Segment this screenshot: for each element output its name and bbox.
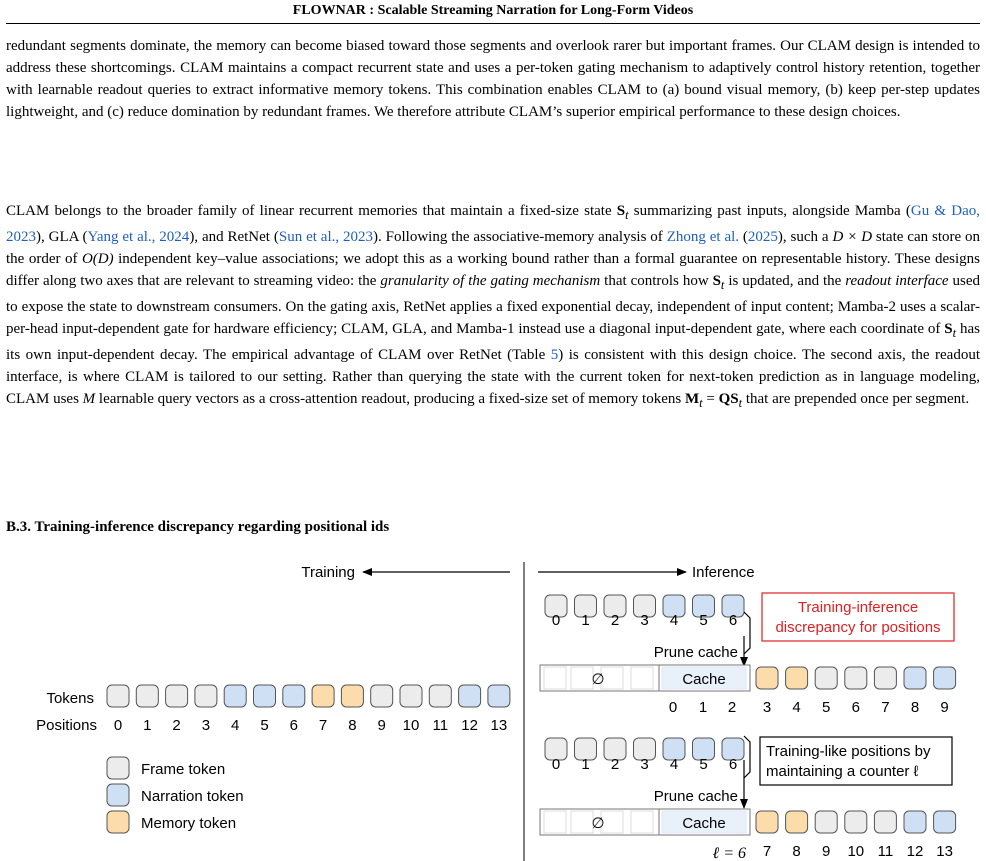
position-label: 2	[610, 612, 620, 629]
bottom-bracket	[744, 736, 750, 778]
discrepancy-line1: Training-inference	[797, 599, 919, 616]
inference-bottom-after-positions	[763, 843, 953, 860]
frame-token	[371, 685, 393, 707]
p2-text: independent key–value associations; we adopt this as a working bound rather than a formal guarantee on representable history. These designs differ along two axes that are relevant to streaming video: the	[6, 251, 980, 289]
position-label: 3	[640, 612, 649, 629]
paragraph-clam-design: redundant segments dominate, the memory can become biased toward those segments and overlook rarer but important frames. Our CLAM design is intended to address these shortcomings. CLAM maintains a compact recurrent state and uses a per-token gating mechanism to adaptively control history retention, together with learnable readout queries to extract informative memory tokens. This combination enables CLAM to (a) bound visual memory, (b) keep per-step updates lightweight, and (c) reduce domination by redundant frames. We therefore attribute CLAM’s superior empirical performance to these design choices.	[6, 38, 980, 120]
position-label: 4	[669, 612, 679, 629]
p2-text: has its own input-dependent decay. The empirical advantage of CLAM over RetNet (Table	[6, 321, 980, 363]
memory-token	[756, 667, 778, 689]
memory-token	[312, 685, 334, 707]
citation-yang[interactable]: Yang et al., 2024	[87, 229, 190, 245]
p2-text: CLAM belongs to the broader family of linear recurrent memories that maintain a fixed-size state	[6, 203, 617, 219]
position-label: 13	[936, 843, 953, 860]
math-sub-t: t	[625, 208, 629, 222]
running-header: FLOWNAR : Scalable Streaming Narration for Long-Form Videos	[292, 3, 694, 18]
p2-text: (	[739, 229, 748, 245]
header-rule	[6, 23, 980, 24]
position-label: 10	[402, 717, 420, 734]
p2-text: ), such a	[777, 229, 833, 245]
frame-token	[815, 811, 837, 833]
bottom-prune-label: Prune cache	[653, 788, 738, 805]
citation-zhong-year[interactable]: 2025	[747, 229, 778, 245]
position-label: 6	[728, 612, 738, 629]
legend-narration-swatch	[107, 784, 129, 806]
position-label: 4	[231, 717, 240, 734]
section-heading-b3: B.3. Training-inference discrepancy regarding positional ids	[6, 519, 390, 535]
cache-position-label: 0	[668, 699, 678, 716]
top-prune-label: Prune cache	[653, 644, 738, 661]
position-label: 9	[940, 699, 949, 716]
position-label: 8	[910, 699, 920, 716]
positional-ids-figure	[0, 548, 986, 861]
training-token-row	[107, 685, 510, 707]
position-label: 7	[318, 717, 328, 734]
position-label: 2	[610, 756, 620, 773]
position-label: 13	[490, 717, 508, 734]
emphasis-gating: granularity of the gating mechanism	[380, 273, 601, 289]
narration-token	[224, 685, 246, 707]
position-label: 3	[762, 699, 772, 716]
math-od: O(D)	[81, 251, 114, 267]
position-label: 8	[792, 843, 801, 860]
inference-bottom-after-cache-row	[756, 811, 956, 833]
position-label: 0	[551, 756, 561, 773]
position-label: 3	[201, 717, 211, 734]
position-label: 5	[699, 612, 708, 629]
narration-token	[254, 685, 276, 707]
math-equals: =	[702, 391, 719, 407]
p2-text: that are prepended once per segment.	[742, 391, 970, 407]
discrepancy-line2: discrepancy for positions	[775, 619, 941, 636]
math-sub-t: t	[738, 396, 743, 410]
training-position-row	[114, 717, 507, 734]
p2-text: state can store on the order of	[6, 229, 981, 267]
citation-gu-dao[interactable]: Gu & Dao, 2023	[6, 203, 980, 245]
math-sub-t: t	[699, 396, 703, 410]
math-sub-t: t	[952, 326, 957, 340]
position-label: 7	[881, 699, 890, 716]
frame-token	[815, 667, 837, 689]
positions-label: Positions	[36, 717, 97, 734]
frame-token	[429, 685, 451, 707]
position-label: 10	[847, 843, 865, 860]
frame-token	[166, 685, 188, 707]
position-label: 1	[581, 756, 590, 773]
training-label: Training	[301, 564, 355, 581]
cache-position-label: 2	[727, 699, 737, 716]
p2-text: learnable query vectors as a cross-attention readout, producing a fixed-size set of memory tokens	[95, 391, 685, 407]
citation-zhong[interactable]: Zhong et al.	[666, 229, 740, 245]
frame-token	[400, 685, 422, 707]
top-empty-symbol: ∅	[591, 671, 605, 688]
position-label: 6	[289, 717, 298, 734]
position-label: 12	[906, 843, 924, 860]
narration-token	[934, 811, 956, 833]
position-label: 5	[260, 717, 269, 734]
emphasis-readout: readout interface	[845, 273, 949, 289]
p2-text: ) is consistent with this design choice. The second axis, the readout interface, is where CLAM is tailored to our setting. Rather than querying the state with the current token for next-token prediction as in language modeling, CLAM uses	[6, 347, 980, 407]
inference-top-after-positions	[763, 699, 949, 716]
position-label: 11	[432, 717, 449, 734]
math-state-s: S	[616, 203, 626, 219]
narration-token	[459, 685, 481, 707]
position-label: 5	[822, 699, 831, 716]
position-label: 7	[762, 843, 772, 860]
position-label: 9	[822, 843, 831, 860]
bottom-cache-label: Cache	[682, 815, 726, 832]
narration-token	[904, 667, 926, 689]
math-qs: QS	[718, 391, 739, 407]
top-bracket	[744, 612, 750, 654]
frame-token	[874, 811, 896, 833]
frame-token	[845, 811, 867, 833]
position-label: 4	[669, 756, 679, 773]
position-label: 8	[348, 717, 357, 734]
frame-token	[874, 667, 896, 689]
position-label: 11	[877, 843, 894, 860]
position-label: 6	[851, 699, 860, 716]
legend-frame-swatch	[107, 757, 129, 779]
p2-text: ), GLA (	[36, 229, 88, 245]
training-like-line2: maintaining a counter ℓ	[766, 763, 919, 780]
p2-text: ), and RetNet (	[189, 229, 279, 245]
position-label: 4	[792, 699, 801, 716]
math-m: M	[82, 391, 96, 407]
inference-label: Inference	[692, 564, 755, 581]
frame-token	[845, 667, 867, 689]
position-label: 3	[640, 756, 649, 773]
legend-narration-label: Narration token	[141, 788, 244, 805]
counter-label: ℓ = 6	[712, 845, 746, 861]
position-label: 2	[172, 717, 181, 734]
frame-token	[195, 685, 217, 707]
legend	[107, 757, 244, 833]
frame-token	[136, 685, 158, 707]
narration-token	[934, 667, 956, 689]
table-reference[interactable]: 5	[550, 347, 559, 363]
math-dxd: D × D	[832, 229, 873, 245]
training-like-line1: Training-like positions by	[766, 743, 931, 760]
math-state-s: S	[712, 273, 721, 289]
position-label: 9	[377, 717, 386, 734]
position-label: 12	[461, 717, 478, 734]
position-label: 0	[113, 717, 123, 734]
legend-memory-label: Memory token	[141, 815, 237, 832]
narration-token	[283, 685, 305, 707]
position-label: 1	[143, 717, 152, 734]
narration-token	[904, 811, 926, 833]
legend-memory-swatch	[107, 811, 129, 833]
memory-token	[786, 811, 808, 833]
cache-position-label: 1	[698, 699, 708, 716]
position-label: 1	[581, 612, 590, 629]
math-state-s: S	[944, 321, 953, 337]
inference-top-cache-positions	[669, 699, 736, 716]
paragraph-linear-memories	[6, 200, 980, 414]
p2-text: used to expose the state to downstream consumers. On the gating axis, RetNet applies a fixed exponential decay, independent of input content; Mamba-2 uses a scalar-per-head input-dependent gate for hardware efficiency; CLAM, GLA, and Mamba-1 instead use a diagonal input-dependent gate, where each coordinate of	[6, 273, 980, 337]
memory-token	[756, 811, 778, 833]
legend-frame-label: Frame token	[141, 761, 226, 778]
citation-sun[interactable]: Sun et al., 2023	[278, 229, 374, 245]
math-mt: M	[684, 391, 700, 407]
tokens-label: Tokens	[46, 690, 94, 707]
top-cache-label: Cache	[682, 671, 726, 688]
p2-text: is updated, and the	[724, 273, 846, 289]
p2-text: that controls how	[600, 273, 713, 289]
inference-top-after-cache-row	[756, 667, 956, 689]
frame-token	[107, 685, 129, 707]
position-label: 0	[551, 612, 561, 629]
position-label: 6	[728, 756, 738, 773]
memory-token	[341, 685, 363, 707]
p2-text: summarizing past inputs, alongside Mamba (	[628, 203, 911, 219]
position-label: 5	[699, 756, 708, 773]
narration-token	[488, 685, 510, 707]
math-sub-t: t	[720, 278, 725, 292]
memory-token	[786, 667, 808, 689]
p2-text: ). Following the associative-memory analysis of	[373, 229, 667, 245]
bottom-empty-symbol: ∅	[591, 815, 605, 832]
